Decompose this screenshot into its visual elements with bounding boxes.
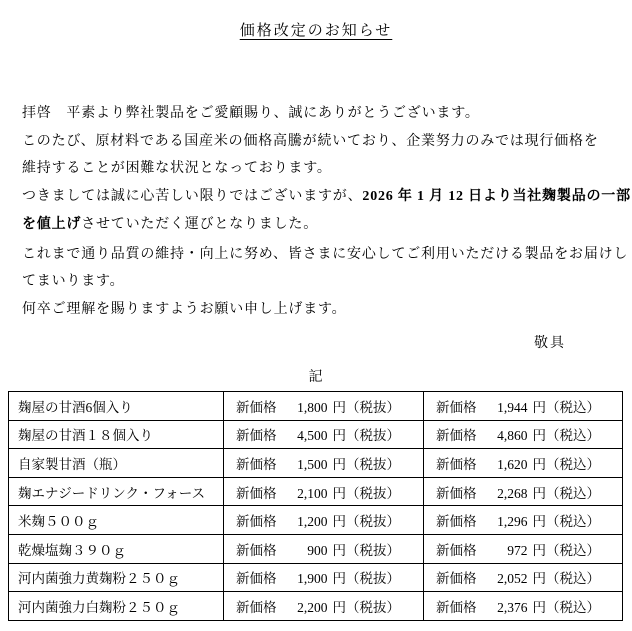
price-ex-tax-cell [224, 534, 424, 563]
letter-line: 何卒ご理解を賜りますようお願い申し上げます。 [22, 301, 347, 317]
price-ex-tax-cell [224, 592, 424, 621]
price-in-tax-value: 1,296 [497, 514, 528, 530]
price-ex-tax-value: 900 [307, 542, 328, 558]
letter-line [22, 211, 608, 239]
price-table [8, 391, 623, 621]
product-name: 河内菌強力白麹粉２５０ｇ [18, 599, 180, 615]
price-in-tax-value: 2,052 [497, 571, 528, 587]
price-ex-tax-cell [224, 563, 424, 592]
price-label: 新価格 [436, 514, 477, 530]
price-label: 新価格 [436, 456, 477, 472]
price-ex-tax-unit: 円（税抜） [332, 399, 400, 415]
price-label: 新価格 [236, 514, 277, 530]
price-label: 新価格 [436, 542, 477, 558]
price-in-tax-value: 1,944 [497, 399, 528, 415]
price-label: 新価格 [436, 428, 477, 444]
letter-body [22, 100, 631, 324]
product-name-cell [9, 506, 224, 535]
table-row [9, 477, 623, 506]
product-name-cell [9, 563, 224, 592]
product-name-cell [9, 534, 224, 563]
price-in-tax-value: 4,860 [497, 428, 528, 444]
price-in-tax-cell [424, 420, 623, 449]
price-in-tax-unit: 円（税込） [532, 542, 600, 558]
table-row [9, 420, 623, 449]
price-label: 新価格 [236, 542, 277, 558]
price-in-tax-cell [424, 592, 623, 621]
price-in-tax-cell [424, 534, 623, 563]
price-in-tax-value: 1,620 [497, 456, 528, 472]
letter-line: このたび、原材料である国産米の価格高騰が続いており、企業努力のみでは現行価格を [22, 133, 599, 149]
price-label: 新価格 [436, 599, 477, 615]
price-ex-tax-unit: 円（税抜） [332, 456, 400, 472]
letter-line: てまいります。 [22, 274, 125, 290]
price-raise-date-bold: 2026 年 1 月 12 日より当社麹製品の一部 [362, 189, 631, 205]
price-in-tax-unit: 円（税込） [532, 456, 600, 472]
price-label: 新価格 [436, 399, 477, 415]
product-name: 乾燥塩麹３９０ｇ [18, 542, 126, 558]
price-label: 新価格 [436, 485, 477, 501]
product-name-cell [9, 592, 224, 621]
table-row [9, 534, 623, 563]
price-in-tax-unit: 円（税込） [532, 485, 600, 501]
letter-line-regular: つきましては誠に心苦しい限りではございますが、 [22, 189, 363, 205]
table-row [9, 563, 623, 592]
product-name: 自家製甘酒（瓶） [18, 456, 126, 472]
price-in-tax-unit: 円（税込） [532, 599, 600, 615]
price-in-tax-cell [424, 563, 623, 592]
price-ex-tax-value: 1,900 [297, 571, 328, 587]
price-ex-tax-value: 2,200 [297, 599, 328, 615]
price-table-body [9, 392, 623, 621]
price-ex-tax-cell [224, 420, 424, 449]
page-title [0, 0, 632, 42]
price-label: 新価格 [436, 571, 477, 587]
letter-line [22, 183, 631, 211]
letter-line: 維持することが困難な状況となっております。 [22, 161, 332, 177]
table-row [9, 506, 623, 535]
product-name-cell [9, 420, 224, 449]
price-in-tax-cell [424, 392, 623, 421]
table-row [9, 592, 623, 621]
price-label: 新価格 [236, 571, 277, 587]
price-label: 新価格 [236, 456, 277, 472]
price-ex-tax-unit: 円（税抜） [332, 485, 400, 501]
table-row [9, 392, 623, 421]
price-in-tax-unit: 円（税込） [532, 399, 600, 415]
price-ex-tax-unit: 円（税抜） [332, 514, 400, 530]
product-name-cell [9, 392, 224, 421]
price-label: 新価格 [236, 399, 277, 415]
price-raise-bold: を値上げ [22, 216, 82, 232]
price-in-tax-unit: 円（税込） [532, 571, 600, 587]
table-row [9, 449, 623, 478]
price-ex-tax-cell [224, 506, 424, 535]
letter-line-regular: させていただく運びとなりました。 [81, 216, 319, 232]
price-ex-tax-value: 2,100 [297, 485, 328, 501]
price-in-tax-value: 2,268 [497, 485, 528, 501]
letter-line: これまで通り品質の維持・向上に努め、皆さまに安心してご利用いただける製品をお届けし [22, 246, 629, 262]
price-ex-tax-value: 1,800 [297, 399, 328, 415]
price-in-tax-cell [424, 506, 623, 535]
price-ex-tax-unit: 円（税抜） [332, 542, 400, 558]
product-name-cell [9, 449, 224, 478]
price-label: 新価格 [236, 599, 277, 615]
price-ex-tax-value: 1,200 [297, 514, 328, 530]
price-in-tax-unit: 円（税込） [532, 428, 600, 444]
record-marker: 記 [308, 370, 324, 386]
letter-closing: 敬具 [534, 335, 566, 351]
price-in-tax-value: 2,376 [497, 599, 528, 615]
product-name: 麹屋の甘酒6個入り [18, 399, 133, 415]
product-name-cell [9, 477, 224, 506]
product-name: 麹エナジードリンク・フォース [18, 485, 206, 501]
price-in-tax-value: 972 [507, 542, 528, 558]
letter-greeting: 拝啓 平素より弊社製品をご愛顧賜り、誠にありがとうございます。 [22, 106, 480, 121]
price-in-tax-unit: 円（税込） [532, 514, 600, 530]
product-name: 河内菌強力黄麹粉２５０ｇ [18, 571, 180, 587]
product-name: 米麹５００ｇ [18, 514, 99, 530]
price-ex-tax-unit: 円（税抜） [332, 571, 400, 587]
price-ex-tax-unit: 円（税抜） [332, 428, 400, 444]
page-title-text: 価格改定のお知らせ [239, 23, 393, 39]
price-ex-tax-cell [224, 477, 424, 506]
price-ex-tax-value: 1,500 [297, 456, 328, 472]
price-ex-tax-cell [224, 392, 424, 421]
price-in-tax-cell [424, 477, 623, 506]
price-ex-tax-value: 4,500 [297, 428, 328, 444]
product-name: 麹屋の甘酒１８個入り [18, 428, 153, 444]
price-label: 新価格 [236, 485, 277, 501]
price-in-tax-cell [424, 449, 623, 478]
price-ex-tax-cell [224, 449, 424, 478]
price-label: 新価格 [236, 428, 277, 444]
price-ex-tax-unit: 円（税抜） [332, 599, 400, 615]
